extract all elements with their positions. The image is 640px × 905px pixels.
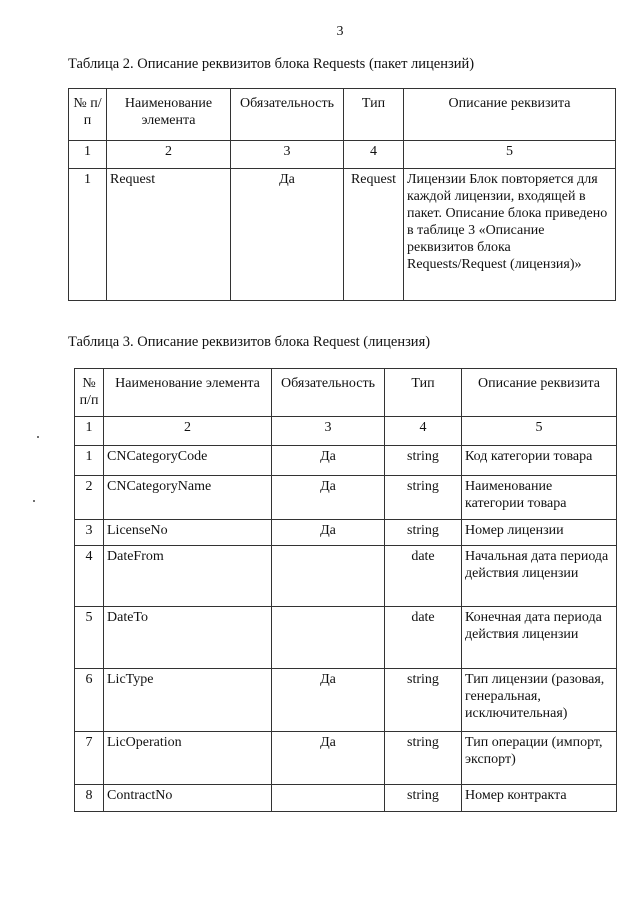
table3-row-required: Да [272,520,385,546]
table2-header-name: Наименование элемента [107,89,231,141]
table2-index-cell: 2 [107,141,231,169]
table3-row-type: string [385,520,462,546]
table2-index-cell: 4 [344,141,404,169]
table3-row-description: Номер лицензии [462,520,617,546]
table2-header-type: Тип [344,89,404,141]
table3 [74,368,617,812]
table3-row-num: 6 [75,669,104,732]
table2-header-description: Описание реквизита [404,89,616,141]
table3-header-num: № п/п [75,369,104,417]
table2-row-num: 1 [69,169,107,301]
table2-header-required: Обязательность [231,89,344,141]
page-number: 3 [336,24,344,39]
table-row [75,546,617,607]
table2-header-row [69,89,616,141]
table3-row-type: date [385,546,462,607]
table3-row-description: Начальная дата периода действия лицензии [462,546,617,607]
scan-speck [37,436,39,438]
table3-row-name: LicOperation [104,732,272,785]
table3-index-row [75,417,617,446]
table3-row-required: Да [272,732,385,785]
table3-row-required: Да [272,476,385,520]
table3-row-required: Да [272,446,385,476]
table2-index-cell: 1 [69,141,107,169]
table3-row-name: DateFrom [104,546,272,607]
table2-row-name: Request [107,169,231,301]
table3-row-num: 1 [75,446,104,476]
table3-row-num: 7 [75,732,104,785]
table3-row-type: string [385,446,462,476]
table3-row-required: Да [272,669,385,732]
table2-index-row [69,141,616,169]
table3-row-name: CNCategoryName [104,476,272,520]
table3-row-num: 8 [75,785,104,812]
table-row [75,446,617,476]
table3-row-type: string [385,732,462,785]
table3-header-name: Наименование элемента [104,369,272,417]
table3-row-num: 2 [75,476,104,520]
table-row [75,607,617,669]
table3-header-type: Тип [385,369,462,417]
table3-row-type: string [385,476,462,520]
table3-row-type: date [385,607,462,669]
table3-header-required: Обязательность [272,369,385,417]
table3-header-description: Описание реквизита [462,369,617,417]
table2-index-cell: 3 [231,141,344,169]
table-row [75,785,617,812]
table3-row-description: Наименование категории товара [462,476,617,520]
table3-row-name: DateTo [104,607,272,669]
table3-row-description: Тип лицензии (разовая, генеральная, исключительная) [462,669,617,732]
table2-header-num: № п/п [69,89,107,141]
table2 [68,88,616,301]
table3-row-required [272,546,385,607]
table2-caption: Таблица 2. Описание реквизитов блока Requests (пакет лицензий) [68,56,475,72]
table3-row-required [272,785,385,812]
table3-index-cell: 4 [385,417,462,446]
table3-row-type: string [385,785,462,812]
table2-row-type: Request [344,169,404,301]
table3-row-name: ContractNo [104,785,272,812]
table-row [75,732,617,785]
table3-row-num: 4 [75,546,104,607]
table3-caption: Таблица 3. Описание реквизитов блока Request (лицензия) [68,334,431,350]
table3-header-row [75,369,617,417]
table3-row-description: Код категории товара [462,446,617,476]
table3-row-num: 5 [75,607,104,669]
table3-row-required [272,607,385,669]
table2-index-cell: 5 [404,141,616,169]
table3-row-name: LicenseNo [104,520,272,546]
table3-index-cell: 2 [104,417,272,446]
table-row [69,169,616,301]
table3-row-name: CNCategoryCode [104,446,272,476]
table-row [75,520,617,546]
table3-index-cell: 3 [272,417,385,446]
table3-row-num: 3 [75,520,104,546]
table3-index-cell: 5 [462,417,617,446]
table2-row-description: Лицензии Блок повторяется для каждой лицензии, входящей в пакет. Описание блока приведено в таблице 3 «Описание реквизитов блока Requests/Request (лицензия)» [404,169,616,301]
table-row [75,669,617,732]
table2-row-required: Да [231,169,344,301]
table3-row-type: string [385,669,462,732]
table3-row-description: Тип операции (импорт, экспорт) [462,732,617,785]
table-row [75,476,617,520]
table3-row-description: Номер контракта [462,785,617,812]
scan-speck [33,500,35,502]
table3-row-name: LicType [104,669,272,732]
table3-index-cell: 1 [75,417,104,446]
table3-row-description: Конечная дата периода действия лицензии [462,607,617,669]
